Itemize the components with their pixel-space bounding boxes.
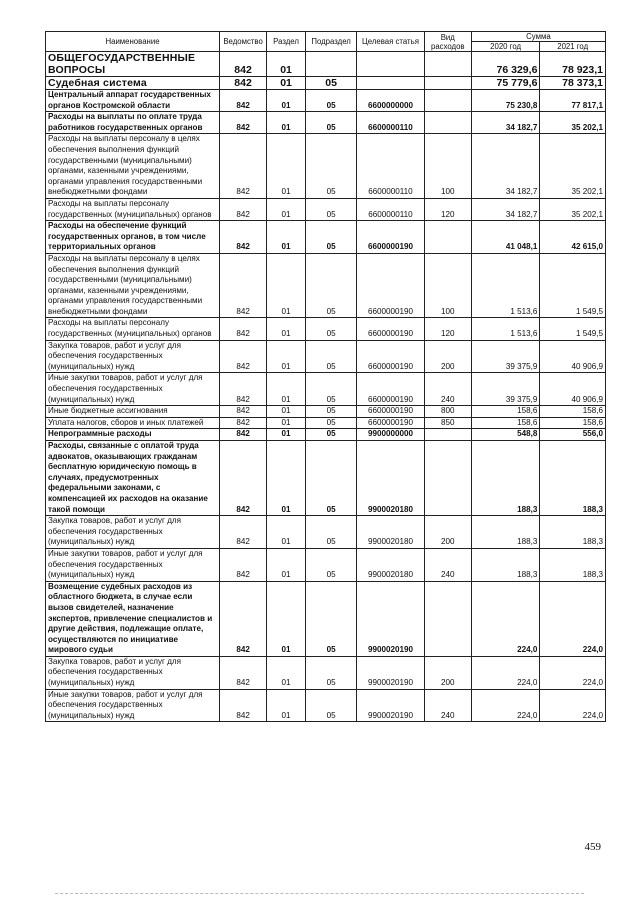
row-target: 9900020180: [357, 441, 425, 516]
row-department: 842: [220, 548, 267, 581]
row-subsection: 05: [306, 548, 357, 581]
row-subsection: 05: [306, 441, 357, 516]
table-row: [46, 581, 606, 656]
row-section: 01: [267, 581, 306, 656]
table-row: [46, 429, 606, 441]
row-sum-2020: 548,8: [471, 429, 540, 441]
row-target: 9900020190: [357, 581, 425, 656]
row-target: 6600000190: [357, 253, 425, 318]
row-name: ОБЩЕГОСУДАРСТВЕННЫЕ ВОПРОСЫ: [46, 52, 220, 77]
row-sum-2020: 224,0: [471, 656, 540, 689]
row-expense-type: [424, 112, 471, 134]
row-sum-2020: 224,0: [471, 581, 540, 656]
row-target: 6600000110: [357, 134, 425, 199]
row-name: Расходы на выплаты персоналу в целях обеспечения выполнения функций государственными (муниципальными) органами, казенными учреждениями, органами управления государственными внебюджетными фондами: [46, 253, 220, 318]
table-row: [46, 516, 606, 549]
row-target: 9900020190: [357, 656, 425, 689]
row-sum-2020: 1 513,6: [471, 253, 540, 318]
row-target: 9900020180: [357, 516, 425, 549]
row-sum-2021: 224,0: [540, 689, 606, 722]
row-sum-2021: 77 817,1: [540, 90, 606, 112]
row-expense-type: [424, 441, 471, 516]
row-department: 842: [220, 52, 267, 77]
row-section: 01: [267, 221, 306, 254]
row-name: Расходы на обеспечение функций государственных органов, в том числе территориальных органов: [46, 221, 220, 254]
table-row: [46, 77, 606, 90]
row-subsection: 05: [306, 340, 357, 373]
row-target: 6600000190: [357, 221, 425, 254]
row-expense-type: 200: [424, 656, 471, 689]
row-name: Судебная система: [46, 77, 220, 90]
row-name: Расходы, связанные с оплатой труда адвокатов, оказывающих гражданам бесплатную юридическую помощь в случаях, предусмотренных федеральными законами, с компенсацией их расходов на оказание такой помощи: [46, 441, 220, 516]
row-target: 6600000110: [357, 198, 425, 220]
row-sum-2020: 34 182,7: [471, 134, 540, 199]
row-expense-type: 200: [424, 340, 471, 373]
row-sum-2020: 39 375,9: [471, 373, 540, 406]
row-department: 842: [220, 134, 267, 199]
row-name: Расходы на выплаты персоналу государственных (муниципальных) органов: [46, 318, 220, 340]
row-section: 01: [267, 429, 306, 441]
row-target: 6600000000: [357, 90, 425, 112]
row-subsection: [306, 52, 357, 77]
row-sum-2021: 35 202,1: [540, 112, 606, 134]
row-department: 842: [220, 90, 267, 112]
row-sum-2021: 78 373,1: [540, 77, 606, 90]
table-row: [46, 134, 606, 199]
row-sum-2020: 188,3: [471, 548, 540, 581]
row-sum-2020: 224,0: [471, 689, 540, 722]
row-expense-type: 240: [424, 689, 471, 722]
row-section: 01: [267, 417, 306, 429]
row-section: 01: [267, 253, 306, 318]
row-sum-2021: 556,0: [540, 429, 606, 441]
table-row: [46, 373, 606, 406]
row-department: 842: [220, 441, 267, 516]
row-sum-2021: 224,0: [540, 581, 606, 656]
row-expense-type: [424, 221, 471, 254]
row-name: Расходы на выплаты по оплате труда работников государственных органов: [46, 112, 220, 134]
row-expense-type: 800: [424, 406, 471, 418]
table-row: [46, 441, 606, 516]
row-section: 01: [267, 134, 306, 199]
row-sum-2020: 188,3: [471, 516, 540, 549]
row-expense-type: [424, 52, 471, 77]
row-name: Закупка товаров, работ и услуг для обеспечения государственных (муниципальных) нужд: [46, 656, 220, 689]
row-department: 842: [220, 340, 267, 373]
row-department: 842: [220, 429, 267, 441]
row-target: 6600000190: [357, 417, 425, 429]
row-expense-type: 850: [424, 417, 471, 429]
row-sum-2021: 158,6: [540, 406, 606, 418]
row-department: 842: [220, 253, 267, 318]
header-section: Раздел: [267, 32, 306, 52]
row-subsection: 05: [306, 516, 357, 549]
row-target: 9900020180: [357, 548, 425, 581]
row-name: Иные бюджетные ассигнования: [46, 406, 220, 418]
row-name: Закупка товаров, работ и услуг для обеспечения государственных (муниципальных) нужд: [46, 516, 220, 549]
row-section: 01: [267, 340, 306, 373]
row-sum-2021: 78 923,1: [540, 52, 606, 77]
row-expense-type: 240: [424, 373, 471, 406]
row-subsection: 05: [306, 429, 357, 441]
row-sum-2021: 1 549,5: [540, 318, 606, 340]
row-target: 6600000190: [357, 340, 425, 373]
row-department: 842: [220, 221, 267, 254]
row-section: 01: [267, 198, 306, 220]
header-subsection: Подраздел: [306, 32, 357, 52]
row-expense-type: 100: [424, 134, 471, 199]
table-row: [46, 90, 606, 112]
row-name: Уплата налогов, сборов и иных платежей: [46, 417, 220, 429]
header-year-2021: 2021 год: [540, 42, 606, 52]
row-sum-2021: 158,6: [540, 417, 606, 429]
row-sum-2021: 35 202,1: [540, 198, 606, 220]
row-sum-2021: 188,3: [540, 548, 606, 581]
row-subsection: 05: [306, 406, 357, 418]
row-subsection: 05: [306, 77, 357, 90]
row-subsection: 05: [306, 417, 357, 429]
row-section: 01: [267, 441, 306, 516]
row-target: 6600000190: [357, 318, 425, 340]
table-row: [46, 112, 606, 134]
row-sum-2021: 40 906,9: [540, 340, 606, 373]
row-department: 842: [220, 406, 267, 418]
row-name: Расходы на выплаты персоналу государственных (муниципальных) органов: [46, 198, 220, 220]
row-sum-2020: 158,6: [471, 417, 540, 429]
row-department: 842: [220, 77, 267, 90]
row-section: 01: [267, 516, 306, 549]
row-section: 01: [267, 52, 306, 77]
row-sum-2020: 158,6: [471, 406, 540, 418]
table-row: [46, 198, 606, 220]
row-name: Возмещение судебных расходов из областного бюджета, в случае если вызов свидетелей, назначение экспертов, привлечение специалистов и другие действия, подлежащие оплате, осуществляются по инициативе мирового судьи: [46, 581, 220, 656]
row-subsection: 05: [306, 656, 357, 689]
table-row: [46, 548, 606, 581]
row-sum-2020: 34 182,7: [471, 198, 540, 220]
table-row: [46, 318, 606, 340]
row-expense-type: [424, 429, 471, 441]
table-row: [46, 406, 606, 418]
row-sum-2021: 42 615,0: [540, 221, 606, 254]
row-expense-type: 240: [424, 548, 471, 581]
row-subsection: 05: [306, 134, 357, 199]
row-subsection: 05: [306, 581, 357, 656]
row-name: Иные закупки товаров, работ и услуг для обеспечения государственных (муниципальных) нужд: [46, 373, 220, 406]
row-department: 842: [220, 581, 267, 656]
row-name: Иные закупки товаров, работ и услуг для обеспечения государственных (муниципальных) нужд: [46, 548, 220, 581]
row-sum-2021: 40 906,9: [540, 373, 606, 406]
row-expense-type: 120: [424, 198, 471, 220]
row-section: 01: [267, 548, 306, 581]
row-sum-2020: 1 513,6: [471, 318, 540, 340]
header-target: Целевая статья: [357, 32, 425, 52]
table-row: [46, 253, 606, 318]
row-subsection: 05: [306, 112, 357, 134]
table-row: [46, 656, 606, 689]
row-expense-type: [424, 77, 471, 90]
row-name: Закупка товаров, работ и услуг для обеспечения государственных (муниципальных) нужд: [46, 340, 220, 373]
row-expense-type: 120: [424, 318, 471, 340]
row-expense-type: [424, 581, 471, 656]
row-section: 01: [267, 77, 306, 90]
row-subsection: 05: [306, 90, 357, 112]
row-target: [357, 77, 425, 90]
row-department: 842: [220, 516, 267, 549]
header-expense-type: Вид расходов: [424, 32, 471, 52]
page-number: 459: [584, 841, 601, 853]
row-target: 6600000110: [357, 112, 425, 134]
row-subsection: 05: [306, 318, 357, 340]
row-department: 842: [220, 689, 267, 722]
row-sum-2021: 35 202,1: [540, 134, 606, 199]
table-row: [46, 52, 606, 77]
row-target: 9900000000: [357, 429, 425, 441]
row-target: [357, 52, 425, 77]
row-sum-2020: 34 182,7: [471, 112, 540, 134]
table-row: [46, 221, 606, 254]
row-target: 9900020190: [357, 689, 425, 722]
row-name: Непрограммные расходы: [46, 429, 220, 441]
row-expense-type: 200: [424, 516, 471, 549]
table-row: [46, 340, 606, 373]
row-target: 6600000190: [357, 406, 425, 418]
row-subsection: 05: [306, 221, 357, 254]
row-sum-2020: 39 375,9: [471, 340, 540, 373]
row-section: 01: [267, 406, 306, 418]
row-section: 01: [267, 689, 306, 722]
row-sum-2021: 224,0: [540, 656, 606, 689]
header-year-2020: 2020 год: [471, 42, 540, 52]
row-name: Расходы на выплаты персоналу в целях обеспечения выполнения функций государственными (муниципальными) органами, казенными учреждениями, органами управления государственными внебюджетными фондами: [46, 134, 220, 199]
table-row: [46, 689, 606, 722]
row-sum-2020: 76 329,6: [471, 52, 540, 77]
row-department: 842: [220, 318, 267, 340]
row-section: 01: [267, 318, 306, 340]
row-subsection: 05: [306, 198, 357, 220]
table-row: [46, 417, 606, 429]
row-name: Иные закупки товаров, работ и услуг для обеспечения государственных (муниципальных) нужд: [46, 689, 220, 722]
row-sum-2021: 188,3: [540, 441, 606, 516]
row-section: 01: [267, 112, 306, 134]
row-sum-2020: 75 230,8: [471, 90, 540, 112]
row-section: 01: [267, 373, 306, 406]
row-department: 842: [220, 417, 267, 429]
row-sum-2020: 188,3: [471, 441, 540, 516]
row-department: 842: [220, 373, 267, 406]
row-expense-type: 100: [424, 253, 471, 318]
scan-edge-line: [55, 893, 584, 895]
row-sum-2021: 1 549,5: [540, 253, 606, 318]
row-subsection: 05: [306, 689, 357, 722]
row-target: 6600000190: [357, 373, 425, 406]
row-name: Центральный аппарат государственных органов Костромской области: [46, 90, 220, 112]
row-sum-2021: 188,3: [540, 516, 606, 549]
row-expense-type: [424, 90, 471, 112]
header-name: Наименование: [46, 32, 220, 52]
row-department: 842: [220, 656, 267, 689]
row-department: 842: [220, 112, 267, 134]
budget-table: [45, 31, 606, 722]
row-department: 842: [220, 198, 267, 220]
header-sum: Сумма: [471, 32, 605, 42]
row-section: 01: [267, 90, 306, 112]
row-section: 01: [267, 656, 306, 689]
row-subsection: 05: [306, 253, 357, 318]
header-department: Ведомство: [220, 32, 267, 52]
row-sum-2020: 41 048,1: [471, 221, 540, 254]
row-sum-2020: 75 779,6: [471, 77, 540, 90]
row-subsection: 05: [306, 373, 357, 406]
